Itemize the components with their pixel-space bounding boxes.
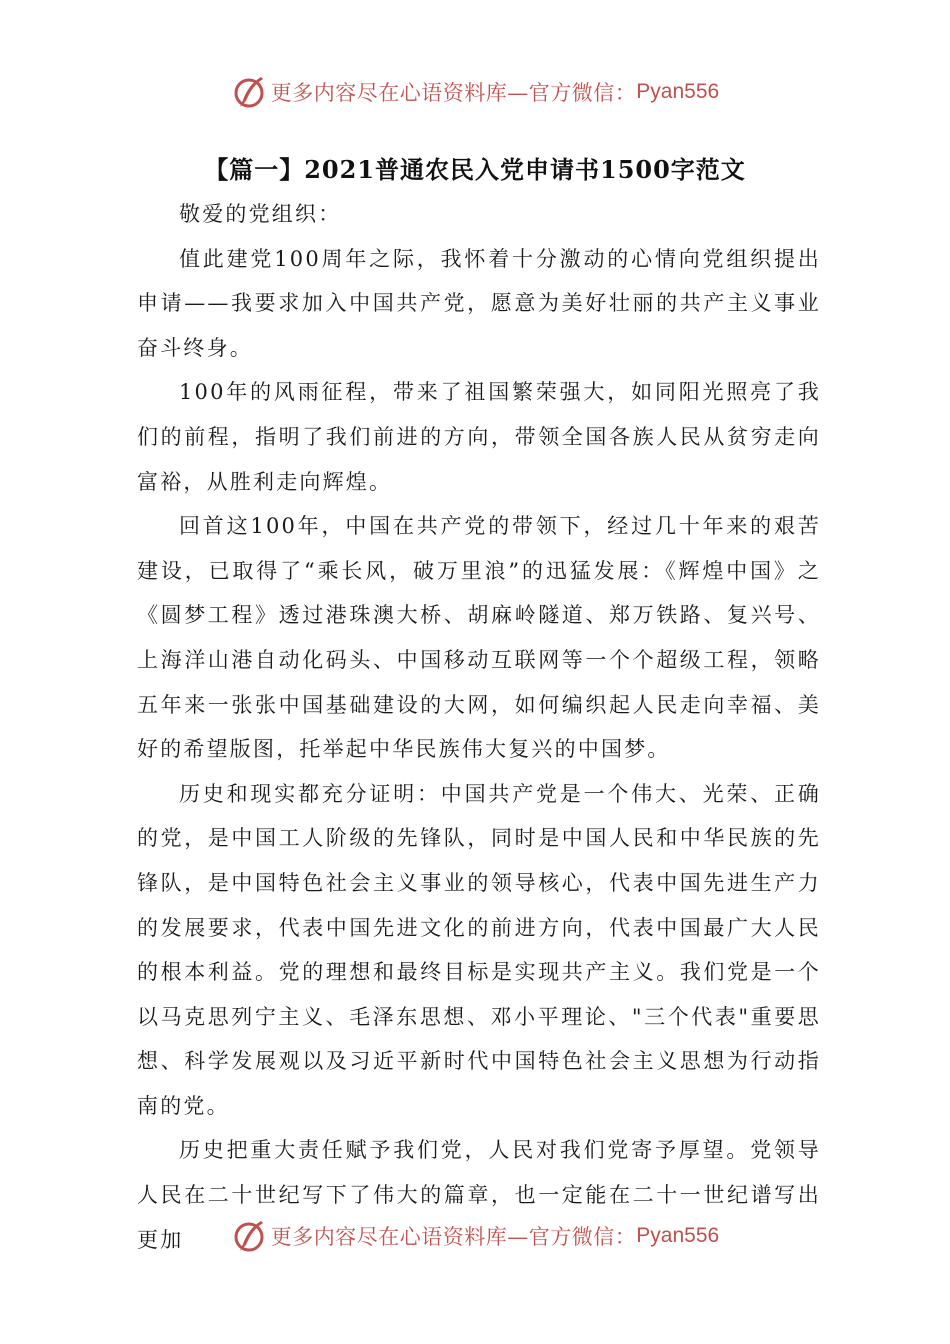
document-body bbox=[137, 192, 821, 1262]
footer-watermark-banner bbox=[0, 1214, 950, 1258]
paragraph-1: 值此建党100周年之际，我怀着十分激动的心情向党组织提出申请——我要求加入中国共产党，愿意为美好壮丽的共产主义事业奋斗终身。 bbox=[137, 246, 821, 360]
footer-wechat-id: Pyan556 bbox=[636, 1224, 720, 1247]
salutation: 敬爱的党组织： bbox=[179, 202, 342, 226]
paragraph-2: 100年的风雨征程，带来了祖国繁荣强大，如同阳光照亮了我们的前程，指明了我们前进的方向，带领全国各族人民从贫穷走向富裕，从胜利走向辉煌。 bbox=[137, 380, 821, 494]
paragraph-5: 历史把重大责任赋予我们党，人民对我们党寄予厚望。党领导人民在二十世纪写下了伟大的篇章，也一定能在二十一世纪谱写出更加 bbox=[137, 1138, 821, 1252]
footer-watermark-text: 更多内容尽在心语资料库—官方微信： bbox=[270, 1225, 637, 1249]
quill-pen-logo-icon bbox=[231, 74, 267, 110]
header-watermark-banner bbox=[0, 70, 950, 114]
paragraph-4: 历史和现实都充分证明：中国共产党是一个伟大、光荣、正确的党，是中国工人阶级的先锋队，同时是中国人民和中华民族的先锋队，是中国特色社会主义事业的领导核心，代表中国先进生产力的发展要求，代表中国先进文化的前进方向，代表中国最广大人民的根本利益。党的理想和最终目标是实现共产主义。我们党是一个以马克思列宁主义、毛泽东思想、邓小平理论、"三个代表"重要思想、科学发展观以及习近平新时代中国特色社会主义思想为行动指南的党。 bbox=[137, 781, 821, 1118]
quill-pen-logo-icon bbox=[231, 1218, 267, 1254]
header-watermark-text: 更多内容尽在心语资料库—官方微信： bbox=[270, 81, 637, 105]
header-wechat-id: Pyan556 bbox=[636, 80, 720, 103]
document-title: 【篇一】2021普通农民入党申请书1500字范文 bbox=[204, 155, 746, 184]
paragraph-3: 回首这100年，中国在共产党的带领下，经过几十年来的艰苦建设，已取得了“乘长风，破万里浪”的迅猛发展：《辉煌中国》之《圆梦工程》透过港珠澳大桥、胡麻岭隧道、郑万铁路、复兴号、上海洋山港自动化码头、中国移动互联网等一个个超级工程，领略五年来一张张中国基础建设的大网，如何编织起人民走向幸福、美好的希望版图，托举起中华民族伟大复兴的中国梦。 bbox=[137, 514, 821, 762]
